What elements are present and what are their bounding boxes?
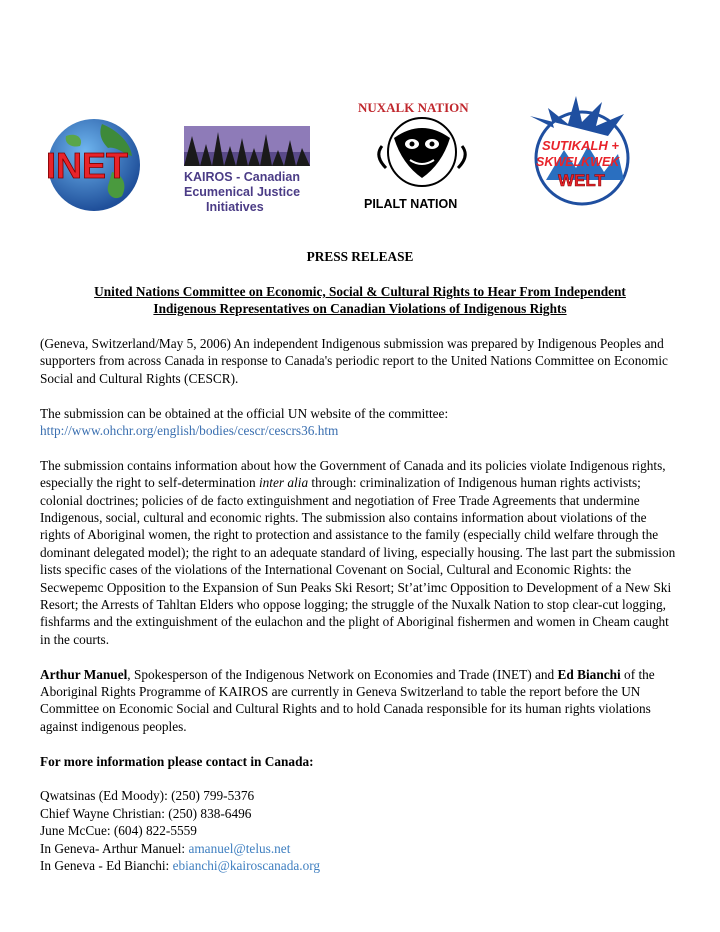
- spokesperson-text-a: , Spokesperson of the Indigenous Network on Economies and Trade (INET) and: [127, 666, 558, 682]
- pilalt-label: PILALT NATION: [364, 197, 458, 211]
- submission-link[interactable]: http://www.ohchr.org/english/bodies/cescr/cescrs36.htm: [40, 423, 339, 439]
- intro-paragraph: (Geneva, Switzerland/May 5, 2006) An independent Indigenous submission was prepared by Indigenous Peoples and supporters from across Canada in response to Canada's periodic report to the United Nations Committee on Economic Social and Cultural Rights (CESCR).: [40, 336, 668, 386]
- page-title: PRESS RELEASE: [306, 249, 414, 264]
- geneva-contact-1: [40, 840, 680, 857]
- email-link-ebianchi[interactable]: ebianchi@kairoscanada.org: [172, 858, 321, 874]
- spokesperson-name-2: Ed Bianchi: [557, 666, 621, 682]
- inet-label: INET: [46, 145, 129, 186]
- geneva-contact-1-label: In Geneva- Arthur Manuel:: [40, 840, 189, 856]
- nuxalk-pilalt-logo: [352, 98, 492, 214]
- details-emphasis: inter alia: [258, 475, 309, 491]
- headline-line-1: United Nations Committee on Economic, Social & Cultural Rights to Hear From Independent: [94, 283, 626, 299]
- contact-line: Chief Wayne Christian: (250) 838-6496: [40, 805, 252, 821]
- sutikalh-label-2: SKWELKWEK: [536, 155, 620, 169]
- details-text-a: The submission contains information about how the Government of Canada and its policies violate Indigenous rights, especially the right to self-determination: [40, 457, 666, 491]
- kairos-label-1: KAIROS - Canadian: [184, 170, 300, 184]
- contact-line: Qwatsinas (Ed Moody): (250) 799-5376: [40, 788, 255, 804]
- inet-logo: [42, 116, 146, 214]
- sutikalh-label-1: SUTIKALH +: [542, 138, 619, 153]
- geneva-contact-2: [40, 857, 680, 874]
- logo-banner: [0, 0, 720, 230]
- kairos-label-2: Ecumenical Justice: [184, 185, 301, 199]
- headline-line-2: Indigenous Representatives on Canadian Violations of Indigenous Rights: [153, 301, 567, 317]
- kairos-label-3: Initiatives: [206, 200, 264, 214]
- details-text-b: through: criminalization of Indigenous human rights activists; colonial doctrines; policies of de facto extinguishment and negotiation of Free Trade Agreements that undermine Indigenous, social, cultural and economic rights. The submission also contains information about violations of the rights of Aboriginal women, the right to protection and assistance to the family (especially child welfare through the dominant delegated model); the right to an adequate standard of living, especially housing. The last part the submission lists specific cases of the violations of the International Covenant on Social, Cultural and Economic Rights: the Secwepemc Opposition to the Expansion of Sun Peaks Ski Resort; St’at’imc Opposition to Development of a New Ski Resort; the Arrests of Tahltan Elders who oppose logging; the struggle of the Nuxalk Nation to stop clear-cut logging, fishfarms and the extinguishment of the eulachon and the plight of Aboriginal fishermen and women in Cheam caught in the courts.: [40, 475, 676, 647]
- nuxalk-label: NUXALK NATION: [358, 100, 469, 115]
- submission-paragraph: The submission can be obtained at the official UN website of the committee:: [40, 405, 449, 421]
- details-paragraph: [40, 457, 680, 648]
- kairos-logo: [178, 126, 312, 216]
- sutikalh-logo: [524, 88, 640, 212]
- spokesperson-name-1: Arthur Manuel: [40, 666, 128, 682]
- spokesperson-text-b: of the Aboriginal Rights Programme of KAIROS are currently in Geneva Switzerland to table the report before the UN Committee on Economic Social and Cultural Rights and to hold Canada responsible for its human rights violations against indigenous peoples.: [40, 666, 655, 734]
- contact-heading: For more information please contact in Canada:: [40, 753, 314, 769]
- press-release-body: [40, 248, 680, 875]
- email-link-amanuel[interactable]: amanuel@telus.net: [188, 840, 291, 856]
- sutikalh-label-3: WELT: [558, 171, 605, 190]
- contact-line: June McCue: (604) 822-5559: [40, 823, 197, 839]
- spokesperson-paragraph: [40, 666, 680, 736]
- geneva-contact-2-label: In Geneva - Ed Bianchi:: [40, 858, 173, 874]
